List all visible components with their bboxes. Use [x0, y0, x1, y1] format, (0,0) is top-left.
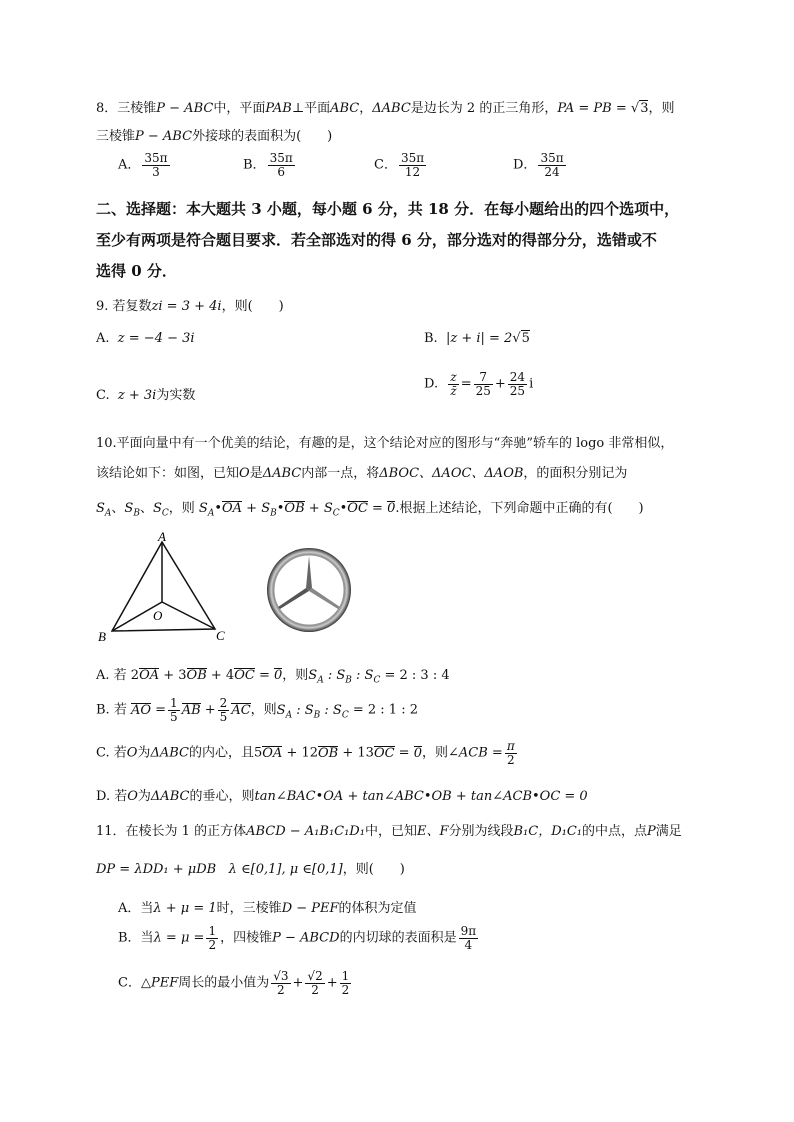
q10-option-c: C. 若O为ΔABC的内心，且5OA + 12OB + 13OC = 0，则∠ACB = $\frac{\pi}{2}$ [96, 739, 515, 767]
label-c: C [216, 628, 225, 643]
section2-line2: 至少有两项是符合题目要求．若全部选对的得 6 分，部分选对的得部分分，选错或不 [96, 231, 657, 249]
q10-line3: $S_A$、$S_B$、$S_C$，则 $S_A•OA$ + $S_B•OB$ + $S_C•OC = 0$.根据上述结论，下列命题中正确的有( ) [96, 501, 644, 519]
q8-option-d: D． $\frac{35\pi}{24}$ [513, 151, 564, 179]
label-o: O [153, 608, 163, 623]
q10-option-d: D. 若O为ΔABC的垂心，则tan∠BAC•OA + tan∠ABC•OB + tan∠ACB•OC = 0 [96, 789, 588, 804]
triangle-abc [112, 542, 215, 631]
q8-line2: 三棱锥P − ABC外接球的表面积为( ) [96, 129, 333, 144]
q11-line1: 11．在棱长为 1 的正方体ABCD − A₁B₁C₁D₁中，已知E、F分别为线段B₁C，D₁C₁的中点，点P满足 [96, 824, 682, 839]
q9-stem: 9. 若复数zi = 3 + 4i，则( ) [96, 299, 284, 314]
q10-option-b: B. 若 AO = $\frac{1}{5}$ AB + $\frac{2}{5}$ AC，则$S_A$ : $S_B$ : $S_C = 2$ : 1 : 2 [96, 696, 418, 724]
section2-line1: 二、选择题：本大题共 3 小题，每小题 6 分，共 18 分．在每小题给出的四个选项中， [96, 200, 680, 218]
q11-option-a: A．当λ + μ = 1时，三棱锥D − PEF的体积为定值 [118, 901, 417, 916]
q8-option-b: B． $\frac{35\pi}{6}$ [243, 151, 293, 179]
q10-line2: 该结论如下：如图，已知O是ΔABC内部一点，将ΔBOC、ΔAOC、ΔAOB，的面积分别记为 [96, 466, 628, 481]
q8-option-c: C． $\frac{35\pi}{12}$ [374, 151, 425, 179]
q8-line1: 8．三棱锥P − ABC中，平面PAB⊥平面ABC，ΔABC是边长为 2 的正三角形，PA = PB = √3，则 [96, 101, 675, 116]
benz-logo-icon [264, 545, 354, 635]
q9-option-b: B. |z + i| = 2√5 [424, 331, 530, 346]
q11-option-b: B．当λ = μ = $\frac{1}{2}$ ，四棱锥P − ABCD的内切球的表面积是 $\frac{9\pi}{4}$ [118, 924, 477, 952]
q9-option-c: C. z + 3i为实数 [96, 388, 196, 403]
triangle-figure [94, 530, 239, 645]
label-a: A [158, 530, 166, 544]
q9-option-d: D. $\frac{z}{z̄}$ = $\frac{7}{25}$ + $\frac{24}{25}$ i [424, 370, 534, 398]
q11-condition: DP = λDD₁ + μDB λ ∈[0,1], μ ∈[0,1]，则( ) [96, 862, 405, 877]
q10-line1: 10.平面向量中有一个优美的结论，有趣的是，这个结论对应的图形与“奔驰”轿车的 logo 非常相似， [96, 436, 674, 451]
section2-line3: 选得 0 分． [96, 262, 177, 280]
q11-option-c: C．△PEF周长的最小值为 $\frac{√3}{2}$ + $\frac{√2}{2}$ + $\frac{1}{2}$ [118, 969, 350, 997]
label-b: B [98, 629, 106, 644]
q9-option-a: A. z = −4 − 3i [96, 331, 195, 346]
q10-option-a: A. 若 2OA + 3OB + 4OC = 0，则$S_A$ : $S_B$ : $S_C = 2$ : 3 : 4 [96, 668, 450, 686]
q8-option-a: A． $\frac{35\pi}{3}$ [118, 151, 168, 179]
